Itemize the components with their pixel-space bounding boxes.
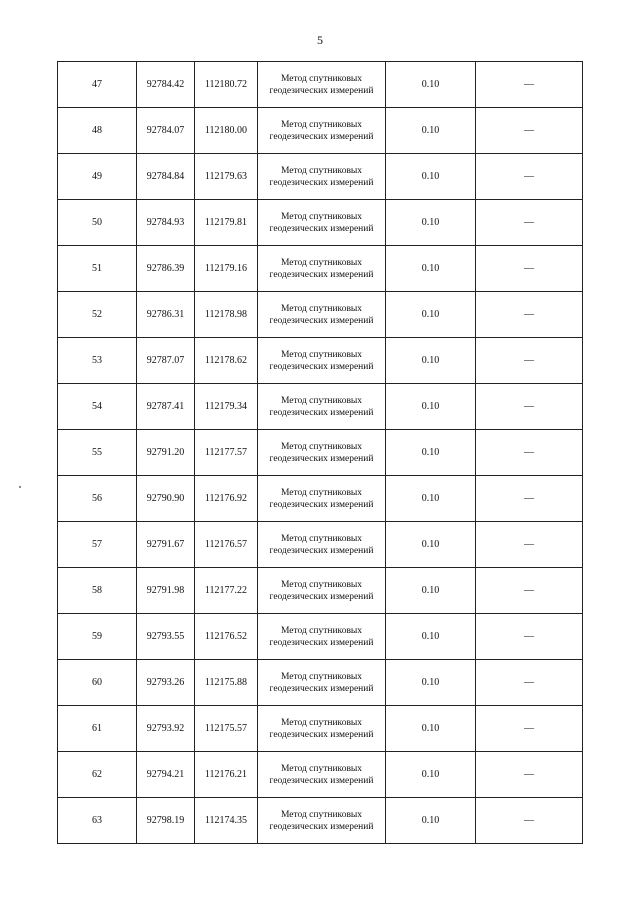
coordinates-table-body (58, 62, 583, 844)
accuracy-cell (386, 706, 476, 752)
x-coordinate-text: 92787.41 (146, 400, 185, 412)
note-cell (476, 430, 583, 476)
method-line-1: Метод спутниковых (280, 73, 363, 84)
y-coordinate-cell (195, 154, 258, 200)
note-cell (476, 660, 583, 706)
y-coordinate-text: 112176.21 (204, 768, 248, 780)
y-coordinate-text: 112177.57 (204, 446, 248, 458)
y-coordinate-cell (195, 614, 258, 660)
y-coordinate-text: 112180.00 (204, 124, 248, 136)
method-line-2: геодезических измерений (269, 361, 374, 372)
accuracy-cell (386, 660, 476, 706)
accuracy-text: 0.10 (421, 492, 440, 504)
point-number-text: 62 (92, 768, 102, 780)
point-number-cell (58, 292, 137, 338)
point-number-cell (58, 614, 137, 660)
table-row (58, 798, 583, 844)
note-cell (476, 292, 583, 338)
x-coordinate-text: 92793.55 (146, 630, 185, 642)
coordinates-table (57, 61, 583, 844)
table-row (58, 614, 583, 660)
note-text: — (524, 354, 534, 366)
y-coordinate-cell (195, 706, 258, 752)
note-cell (476, 384, 583, 430)
table-row (58, 384, 583, 430)
table-row (58, 568, 583, 614)
method-cell (258, 384, 386, 430)
note-text: — (524, 216, 534, 228)
x-coordinate-text: 92794.21 (146, 768, 185, 780)
y-coordinate-cell (195, 798, 258, 844)
note-text: — (524, 630, 534, 642)
x-coordinate-text: 92784.07 (146, 124, 185, 136)
method-line-2: геодезических измерений (269, 269, 374, 280)
note-text: — (524, 308, 534, 320)
accuracy-text: 0.10 (421, 308, 440, 320)
point-number-text: 47 (92, 78, 102, 90)
accuracy-text: 0.10 (421, 354, 440, 366)
y-coordinate-text: 112175.57 (204, 722, 248, 734)
point-number-cell (58, 706, 137, 752)
method-line-2: геодезических измерений (269, 545, 374, 556)
method-line-2: геодезических измерений (269, 407, 374, 418)
point-number-cell (58, 62, 137, 108)
point-number-cell (58, 384, 137, 430)
table-row (58, 752, 583, 798)
point-number-cell (58, 200, 137, 246)
point-number-text: 60 (92, 676, 102, 688)
method-line-1: Метод спутниковых (280, 165, 363, 176)
method-cell (258, 62, 386, 108)
x-coordinate-text: 92791.67 (146, 538, 185, 550)
method-line-2: геодезических измерений (269, 637, 374, 648)
x-coordinate-text: 92786.39 (146, 262, 185, 274)
point-number-text: 56 (92, 492, 102, 504)
x-coordinate-cell (137, 292, 195, 338)
point-number-cell (58, 660, 137, 706)
table-row (58, 522, 583, 568)
accuracy-text: 0.10 (421, 446, 440, 458)
point-number-cell (58, 476, 137, 522)
method-cell (258, 522, 386, 568)
method-line-1: Метод спутниковых (280, 119, 363, 130)
table-row (58, 706, 583, 752)
y-coordinate-cell (195, 246, 258, 292)
method-line-2: геодезических измерений (269, 315, 374, 326)
x-coordinate-cell (137, 338, 195, 384)
y-coordinate-cell (195, 752, 258, 798)
y-coordinate-text: 112179.16 (204, 262, 248, 274)
y-coordinate-cell (195, 292, 258, 338)
note-cell (476, 706, 583, 752)
page-number: 5 (317, 33, 323, 47)
x-coordinate-cell (137, 660, 195, 706)
point-number-cell (58, 246, 137, 292)
table-row (58, 246, 583, 292)
accuracy-text: 0.10 (421, 676, 440, 688)
y-coordinate-cell (195, 384, 258, 430)
method-line-1: Метод спутниковых (280, 441, 363, 452)
accuracy-text: 0.10 (421, 400, 440, 412)
method-line-1: Метод спутниковых (280, 763, 363, 774)
y-coordinate-text: 112176.52 (204, 630, 248, 642)
note-cell (476, 62, 583, 108)
x-coordinate-text: 92786.31 (146, 308, 185, 320)
point-number-text: 52 (92, 308, 102, 320)
note-text: — (524, 538, 534, 550)
y-coordinate-text: 112179.81 (204, 216, 248, 228)
table-row (58, 430, 583, 476)
note-cell (476, 614, 583, 660)
method-line-2: геодезических измерений (269, 591, 374, 602)
point-number-text: 53 (92, 354, 102, 366)
note-text: — (524, 676, 534, 688)
point-number-cell (58, 752, 137, 798)
y-coordinate-text: 112180.72 (204, 78, 248, 90)
method-line-2: геодезических измерений (269, 683, 374, 694)
table-row (58, 660, 583, 706)
accuracy-cell (386, 292, 476, 338)
method-line-1: Метод спутниковых (280, 809, 363, 820)
y-coordinate-cell (195, 62, 258, 108)
x-coordinate-cell (137, 522, 195, 568)
method-line-1: Метод спутниковых (280, 257, 363, 268)
x-coordinate-text: 92787.07 (146, 354, 185, 366)
accuracy-text: 0.10 (421, 262, 440, 274)
method-line-1: Метод спутниковых (280, 211, 363, 222)
point-number-text: 57 (92, 538, 102, 550)
accuracy-text: 0.10 (421, 170, 440, 182)
point-number-cell (58, 108, 137, 154)
x-coordinate-text: 92798.19 (146, 814, 185, 826)
accuracy-cell (386, 476, 476, 522)
accuracy-text: 0.10 (421, 768, 440, 780)
y-coordinate-text: 112174.35 (204, 814, 248, 826)
y-coordinate-text: 112178.98 (204, 308, 248, 320)
method-line-2: геодезических измерений (269, 821, 374, 832)
table-row (58, 154, 583, 200)
accuracy-text: 0.10 (421, 538, 440, 550)
point-number-cell (58, 522, 137, 568)
point-number-cell (58, 338, 137, 384)
method-cell (258, 338, 386, 384)
method-line-2: геодезических измерений (269, 131, 374, 142)
y-coordinate-cell (195, 522, 258, 568)
method-cell (258, 108, 386, 154)
method-line-1: Метод спутниковых (280, 717, 363, 728)
table-row (58, 476, 583, 522)
x-coordinate-cell (137, 62, 195, 108)
note-cell (476, 476, 583, 522)
note-cell (476, 568, 583, 614)
point-number-text: 48 (92, 124, 102, 136)
method-cell (258, 154, 386, 200)
method-cell (258, 706, 386, 752)
y-coordinate-cell (195, 108, 258, 154)
note-text: — (524, 124, 534, 136)
y-coordinate-cell (195, 430, 258, 476)
accuracy-cell (386, 154, 476, 200)
x-coordinate-cell (137, 430, 195, 476)
note-text: — (524, 722, 534, 734)
table-row (58, 108, 583, 154)
accuracy-text: 0.10 (421, 216, 440, 228)
point-number-cell (58, 798, 137, 844)
x-coordinate-cell (137, 246, 195, 292)
note-cell (476, 154, 583, 200)
note-cell (476, 108, 583, 154)
accuracy-cell (386, 752, 476, 798)
x-coordinate-text: 92790.90 (146, 492, 185, 504)
point-number-cell (58, 154, 137, 200)
method-line-2: геодезических измерений (269, 499, 374, 510)
point-number-text: 49 (92, 170, 102, 182)
y-coordinate-text: 112176.92 (204, 492, 248, 504)
method-cell (258, 292, 386, 338)
accuracy-cell (386, 246, 476, 292)
note-text: — (524, 492, 534, 504)
accuracy-text: 0.10 (421, 78, 440, 90)
point-number-text: 61 (92, 722, 102, 734)
x-coordinate-cell (137, 752, 195, 798)
note-cell (476, 798, 583, 844)
method-cell (258, 246, 386, 292)
note-text: — (524, 170, 534, 182)
x-coordinate-cell (137, 154, 195, 200)
y-coordinate-cell (195, 568, 258, 614)
y-coordinate-text: 112175.88 (204, 676, 248, 688)
x-coordinate-cell (137, 384, 195, 430)
x-coordinate-text: 92791.20 (146, 446, 185, 458)
x-coordinate-cell (137, 108, 195, 154)
note-cell (476, 246, 583, 292)
x-coordinate-text: 92784.84 (146, 170, 185, 182)
accuracy-text: 0.10 (421, 814, 440, 826)
accuracy-cell (386, 430, 476, 476)
x-coordinate-text: 92784.93 (146, 216, 185, 228)
note-text: — (524, 400, 534, 412)
method-line-2: геодезических измерений (269, 177, 374, 188)
x-coordinate-cell (137, 614, 195, 660)
note-cell (476, 338, 583, 384)
table-row (58, 62, 583, 108)
y-coordinate-cell (195, 200, 258, 246)
accuracy-cell (386, 614, 476, 660)
coordinates-table-container (57, 61, 582, 844)
accuracy-text: 0.10 (421, 630, 440, 642)
note-cell (476, 522, 583, 568)
method-cell (258, 568, 386, 614)
method-line-1: Метод спутниковых (280, 303, 363, 314)
method-line-1: Метод спутниковых (280, 579, 363, 590)
accuracy-cell (386, 200, 476, 246)
accuracy-cell (386, 522, 476, 568)
accuracy-cell (386, 568, 476, 614)
accuracy-cell (386, 384, 476, 430)
point-number-cell (58, 430, 137, 476)
table-row (58, 292, 583, 338)
method-line-1: Метод спутниковых (280, 625, 363, 636)
table-row (58, 200, 583, 246)
accuracy-text: 0.10 (421, 722, 440, 734)
y-coordinate-cell (195, 338, 258, 384)
method-line-2: геодезических измерений (269, 729, 374, 740)
accuracy-cell (386, 338, 476, 384)
y-coordinate-cell (195, 476, 258, 522)
point-number-text: 50 (92, 216, 102, 228)
point-number-cell (58, 568, 137, 614)
method-line-1: Метод спутниковых (280, 671, 363, 682)
x-coordinate-text: 92793.92 (146, 722, 185, 734)
method-line-2: геодезических измерений (269, 223, 374, 234)
note-cell (476, 200, 583, 246)
accuracy-text: 0.10 (421, 124, 440, 136)
table-row (58, 338, 583, 384)
point-number-text: 63 (92, 814, 102, 826)
method-cell (258, 614, 386, 660)
method-line-1: Метод спутниковых (280, 533, 363, 544)
x-coordinate-cell (137, 706, 195, 752)
x-coordinate-cell (137, 798, 195, 844)
accuracy-cell (386, 108, 476, 154)
y-coordinate-text: 112179.63 (204, 170, 248, 182)
y-coordinate-text: 112177.22 (204, 584, 248, 596)
note-text: — (524, 814, 534, 826)
point-number-text: 54 (92, 400, 102, 412)
note-cell (476, 752, 583, 798)
method-cell (258, 476, 386, 522)
method-cell (258, 200, 386, 246)
x-coordinate-text: 92793.26 (146, 676, 185, 688)
x-coordinate-cell (137, 476, 195, 522)
y-coordinate-text: 112176.57 (204, 538, 248, 550)
note-text: — (524, 78, 534, 90)
method-cell (258, 752, 386, 798)
note-text: — (524, 768, 534, 780)
scan-speck (19, 486, 21, 488)
point-number-text: 55 (92, 446, 102, 458)
method-cell (258, 430, 386, 476)
method-line-2: геодезических измерений (269, 775, 374, 786)
method-line-2: геодезических измерений (269, 85, 374, 96)
x-coordinate-cell (137, 200, 195, 246)
note-text: — (524, 262, 534, 274)
method-line-1: Метод спутниковых (280, 395, 363, 406)
y-coordinate-cell (195, 660, 258, 706)
method-line-1: Метод спутниковых (280, 487, 363, 498)
method-line-2: геодезических измерений (269, 453, 374, 464)
note-text: — (524, 584, 534, 596)
point-number-text: 51 (92, 262, 102, 274)
y-coordinate-text: 112179.34 (204, 400, 248, 412)
x-coordinate-cell (137, 568, 195, 614)
method-cell (258, 798, 386, 844)
method-line-1: Метод спутниковых (280, 349, 363, 360)
accuracy-text: 0.10 (421, 584, 440, 596)
note-text: — (524, 446, 534, 458)
accuracy-cell (386, 62, 476, 108)
x-coordinate-text: 92791.98 (146, 584, 185, 596)
accuracy-cell (386, 798, 476, 844)
x-coordinate-text: 92784.42 (146, 78, 185, 90)
point-number-text: 59 (92, 630, 102, 642)
point-number-text: 58 (92, 584, 102, 596)
y-coordinate-text: 112178.62 (204, 354, 248, 366)
method-cell (258, 660, 386, 706)
